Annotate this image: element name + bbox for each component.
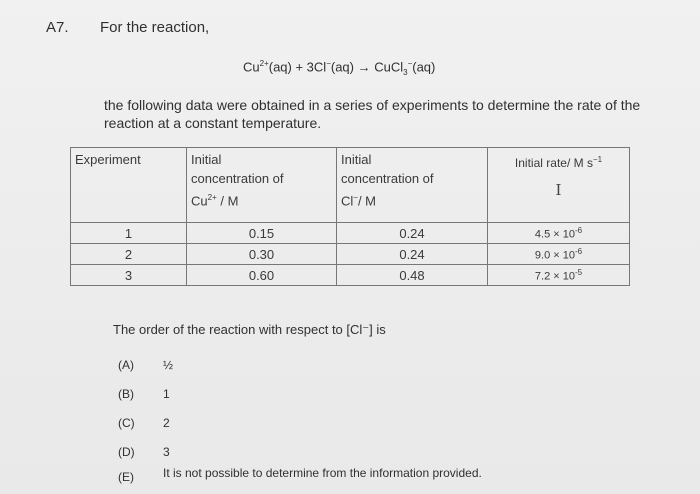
table-row bbox=[71, 265, 630, 286]
option-text-a: ½ bbox=[163, 358, 174, 372]
header-cu-line2: concentration of bbox=[191, 171, 284, 186]
eq-cu-state: (aq) + 3Cl bbox=[268, 59, 327, 75]
rate-exponent: -6 bbox=[574, 225, 583, 235]
header-cu-concentration bbox=[187, 148, 337, 223]
option-letter-b: (B) bbox=[118, 387, 134, 401]
cell-initial-rate bbox=[488, 223, 630, 244]
header-cl-line1: Initial bbox=[341, 152, 372, 167]
cell-cl-concentration: 0.24 bbox=[337, 244, 488, 265]
header-experiment: Experiment bbox=[71, 148, 187, 223]
cell-cu-concentration: 0.30 bbox=[187, 244, 337, 265]
cell-experiment: 2 bbox=[71, 244, 187, 265]
header-cl-ion: Cl bbox=[341, 193, 354, 209]
rate-base: 4.5 × 10 bbox=[534, 228, 575, 241]
cell-cu-concentration: 0.15 bbox=[187, 223, 337, 244]
header-cl-charge: − bbox=[353, 193, 358, 202]
eq-product-state: (aq) bbox=[412, 59, 436, 75]
cell-cu-concentration: 0.60 bbox=[187, 265, 337, 286]
option-text-c: 2 bbox=[163, 416, 170, 430]
header-cl-concentration bbox=[337, 148, 488, 223]
rate-exponent: -6 bbox=[574, 246, 583, 256]
header-cl-line2: concentration of bbox=[341, 171, 434, 186]
header-cu-ion: Cu bbox=[191, 193, 208, 209]
header-initial-rate bbox=[488, 148, 630, 223]
reaction-equation bbox=[243, 59, 435, 77]
option-text-e: It is not possible to determine from the information provided. bbox=[163, 466, 482, 480]
cell-experiment: 1 bbox=[71, 223, 187, 244]
header-cu-charge: 2+ bbox=[207, 193, 217, 202]
eq-product-sub: 3 bbox=[403, 67, 408, 77]
rate-exponent: -5 bbox=[574, 267, 583, 277]
option-letter-a: (A) bbox=[118, 358, 134, 372]
eq-cu-charge: 2+ bbox=[259, 59, 269, 68]
header-cu-unit: / M bbox=[216, 193, 239, 209]
header-rate-label: Initial rate/ M s bbox=[514, 156, 593, 170]
reaction-arrow: → bbox=[357, 59, 371, 75]
cell-initial-rate bbox=[488, 265, 630, 286]
header-cu-line1: Initial bbox=[191, 152, 222, 167]
option-letter-c: (C) bbox=[118, 416, 135, 430]
rate-base: 9.0 × 10 bbox=[534, 249, 575, 262]
eq-product: CuCl bbox=[370, 59, 404, 75]
question-description: the following data were obtained in a series of experiments to determine the rate of the reaction at a constant temperature. bbox=[104, 97, 641, 131]
option-letter-e: (E) bbox=[118, 470, 134, 484]
option-letter-d: (D) bbox=[118, 445, 135, 459]
table-row bbox=[71, 223, 630, 244]
text-cursor-icon: I bbox=[555, 181, 562, 199]
eq-cu: Cu bbox=[243, 59, 260, 75]
cell-cl-concentration: 0.24 bbox=[337, 223, 488, 244]
eq-product-charge: − bbox=[407, 59, 413, 68]
rate-base: 7.2 × 10 bbox=[534, 270, 575, 283]
table-header-row bbox=[71, 148, 630, 223]
question-number: A7. bbox=[46, 19, 69, 36]
option-text-d: 3 bbox=[163, 445, 170, 459]
rate-data-table bbox=[70, 147, 630, 286]
header-cl-unit: / M bbox=[357, 193, 377, 209]
cell-cl-concentration: 0.48 bbox=[337, 265, 488, 286]
header-rate-unit-exp: −1 bbox=[592, 155, 603, 164]
cell-experiment: 3 bbox=[71, 265, 187, 286]
table-row bbox=[71, 244, 630, 265]
eq-cl-state: (aq) bbox=[330, 59, 358, 75]
option-text-b: 1 bbox=[163, 387, 170, 401]
eq-cl-charge: − bbox=[326, 59, 331, 68]
question-intro: For the reaction, bbox=[100, 19, 210, 36]
question-stem: The order of the reaction with respect to [Cl⁻] is bbox=[113, 322, 386, 337]
cell-initial-rate bbox=[488, 244, 630, 265]
